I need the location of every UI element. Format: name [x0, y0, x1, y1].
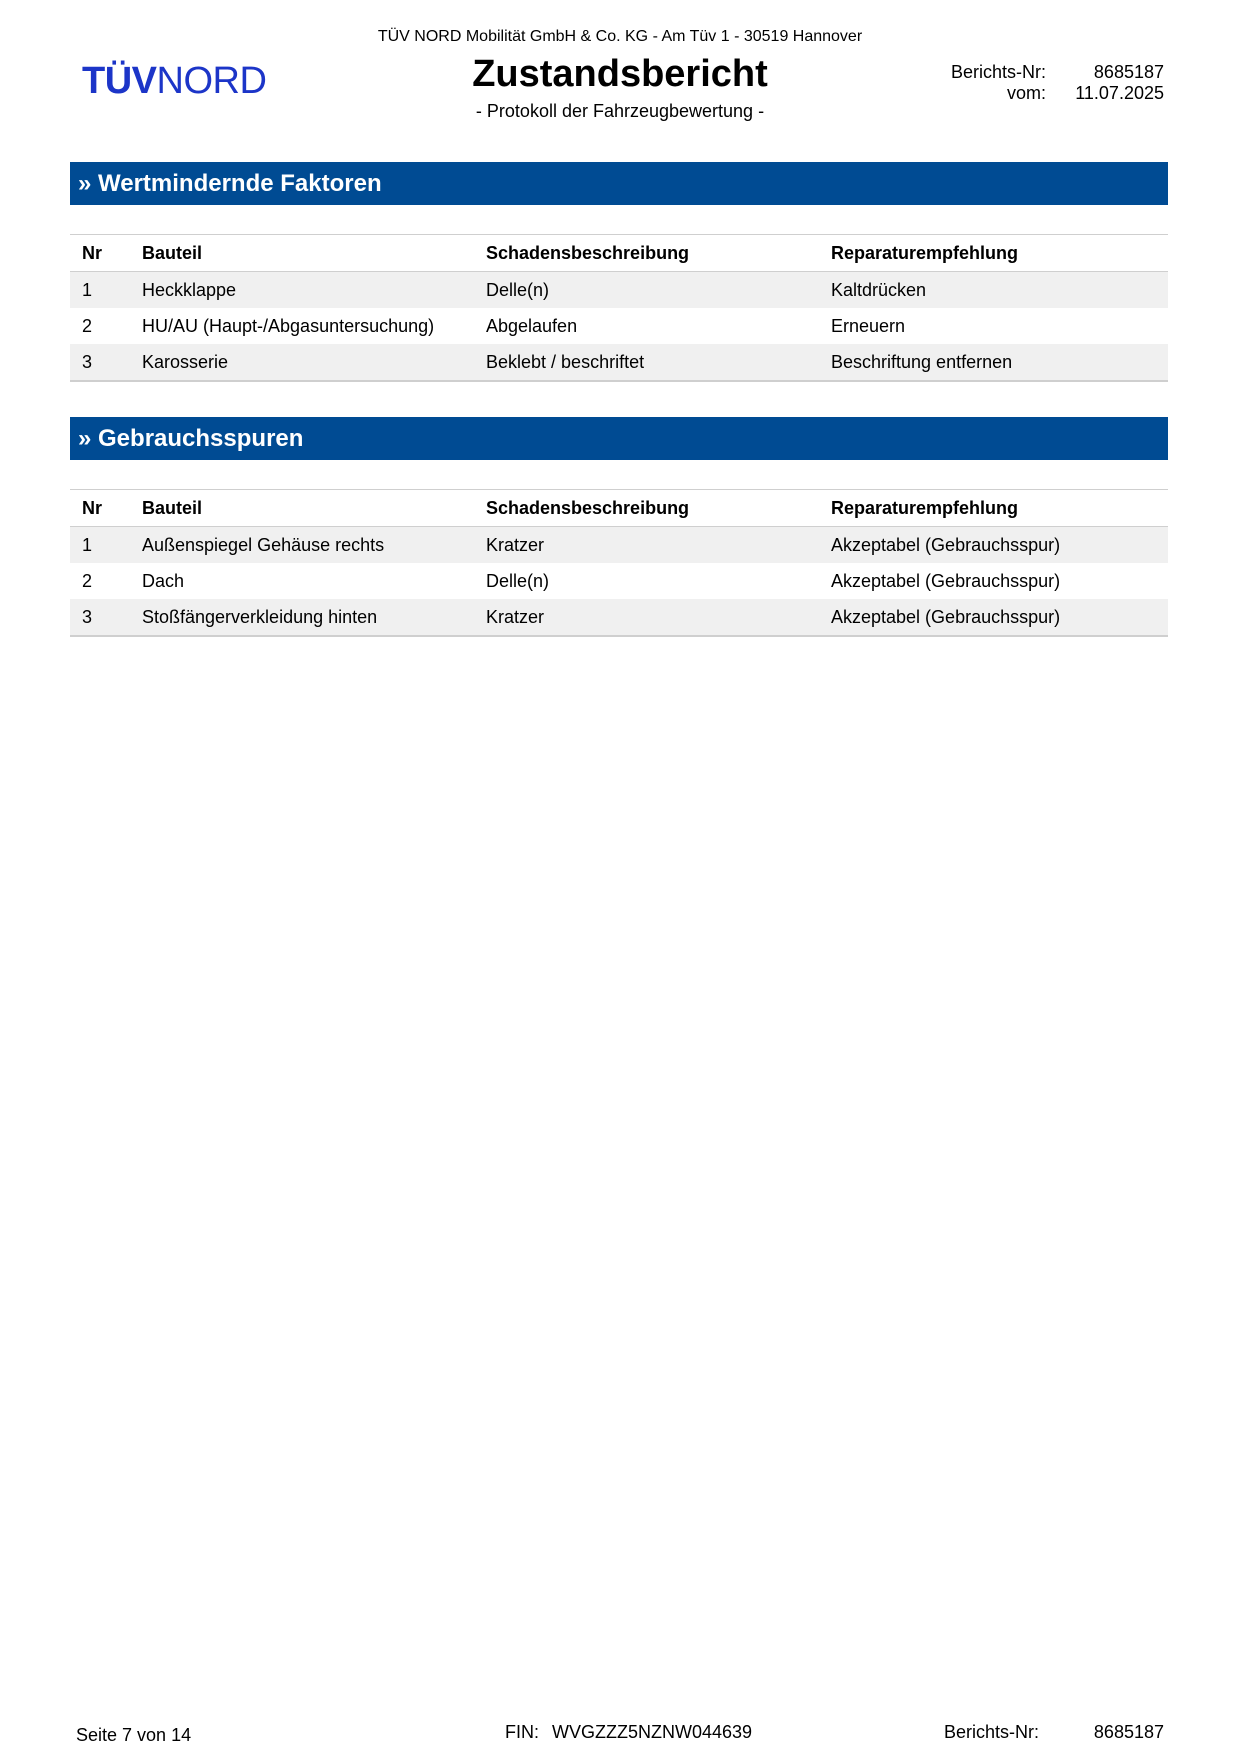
footer-fin-label: FIN:: [505, 1722, 539, 1742]
cell-part: HU/AU (Haupt-/Abgasuntersuchung): [142, 315, 435, 336]
cell-description: Delle(n): [474, 272, 819, 309]
cell-repair: Akzeptabel (Gebrauchsspur): [831, 570, 1061, 591]
footer-report-no-label: Berichts-Nr:: [944, 1722, 1040, 1742]
footer-report-no-value: 8685187: [1093, 1722, 1164, 1742]
cell-nr: 3: [70, 599, 130, 636]
cell-part: Außenspiegel Gehäuse rechts: [130, 527, 474, 564]
section-bar-signs-of-use: » Gebrauchsspuren: [70, 417, 1168, 460]
cell-nr: 2: [82, 570, 93, 591]
cell-nr: 2: [82, 315, 93, 336]
cell-nr: 1: [70, 272, 130, 309]
table-row: [70, 527, 1168, 564]
table-signs-of-use: [70, 489, 1168, 637]
column-header-repair: Reparaturempfehlung: [819, 490, 1168, 527]
table-row: [70, 599, 1168, 636]
logo-tuv-text: TÜV: [82, 60, 157, 102]
cell-nr: 3: [70, 344, 130, 381]
report-no-label: Berichts-Nr:: [950, 62, 1046, 82]
cell-description: Delle(n): [486, 570, 550, 591]
table-header-row: [70, 235, 1168, 272]
cell-nr: 1: [70, 527, 130, 564]
cell-description: Beklebt / beschriftet: [474, 344, 819, 381]
section-bar-value-reducing-factors: » Wertmindernde Faktoren: [70, 162, 1168, 205]
logo-nord-text: NORD: [156, 60, 267, 102]
column-header-description: Schadensbeschreibung: [474, 490, 819, 527]
cell-description: Kratzer: [474, 599, 819, 636]
cell-repair: Beschriftung entfernen: [819, 344, 1168, 381]
cell-repair: Akzeptabel (Gebrauchsspur): [819, 599, 1168, 636]
report-meta-values: [1075, 62, 1164, 104]
cell-repair: Akzeptabel (Gebrauchsspur): [819, 527, 1168, 564]
cell-description: Abgelaufen: [486, 315, 578, 336]
column-header-nr: Nr: [70, 490, 130, 527]
cell-part: Karosserie: [130, 344, 474, 381]
cell-repair: Erneuern: [831, 315, 906, 336]
report-date-label: vom:: [1006, 83, 1046, 103]
table-row: [70, 272, 1168, 309]
column-header-part: Bauteil: [130, 490, 474, 527]
column-header-part: Bauteil: [130, 235, 474, 272]
table-value-reducing-factors: [70, 234, 1168, 382]
table-row: [70, 344, 1168, 381]
footer-fin-value: WVGZZZ5NZNW044639: [552, 1722, 753, 1742]
column-header-nr: Nr: [70, 235, 130, 272]
column-header-description: Schadensbeschreibung: [474, 235, 819, 272]
company-address-line: TÜV NORD Mobilität GmbH & Co. KG - Am Tüv 1 - 30519 Hannover: [377, 28, 863, 45]
footer-page-number: Seite 7 von 14: [76, 1725, 192, 1745]
cell-repair: Kaltdrücken: [819, 272, 1168, 309]
table-header-row: [70, 490, 1168, 527]
report-subtitle: - Protokoll der Fahrzeugbewertung -: [475, 101, 765, 121]
cell-description: Kratzer: [474, 527, 819, 564]
table-row: [70, 563, 1168, 599]
table-row: [70, 308, 1168, 344]
cell-part: Dach: [142, 570, 185, 591]
report-date-value: 11.07.2025: [1075, 83, 1164, 103]
cell-part: Heckklappe: [130, 272, 474, 309]
report-meta-labels: [951, 62, 1046, 104]
report-no-value: 8685187: [1093, 62, 1164, 82]
report-title: Zustandsbericht: [472, 53, 768, 95]
cell-part: Stoßfängerverkleidung hinten: [130, 599, 474, 636]
column-header-repair: Reparaturempfehlung: [819, 235, 1168, 272]
